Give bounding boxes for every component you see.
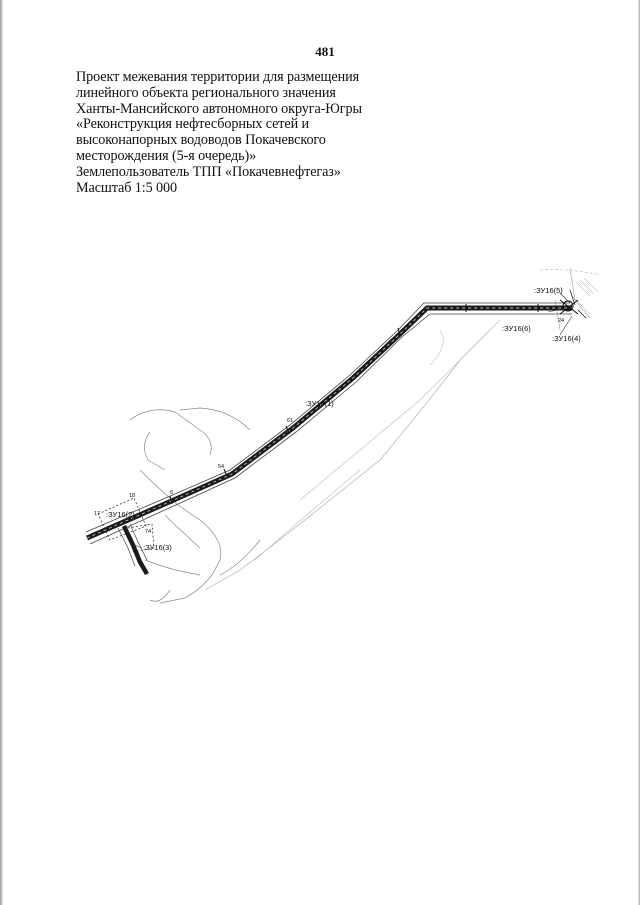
title-line: Землепользователь ТПП «Покачевнефтегаз» (76, 163, 341, 180)
parcel-label-zu5: :ЗУ16(5) (534, 286, 563, 295)
title-line: «Реконструкция нефтесборных сетей и (76, 116, 310, 133)
point-label-54: 54 (218, 464, 225, 470)
pipeline-corridor (87, 308, 572, 538)
point-label-18: 18 (129, 493, 136, 499)
hatch-area (572, 278, 598, 314)
background-contours (130, 268, 600, 603)
title-line: линейного объекта регионального значения (76, 84, 336, 101)
parcel-label-zu6: :ЗУ16(6) (502, 324, 531, 333)
parcel-label-zu3: :ЗУ16(3) (143, 543, 172, 552)
corridor-ticks (170, 304, 538, 504)
page-number: 481 (315, 44, 335, 59)
parcel-label-zu1: :ЗУ16(1) (305, 399, 334, 408)
point-label-61: 61 (287, 418, 294, 424)
scale-line: Масштаб 1:5 000 (76, 179, 178, 196)
parcel-label-zu2: :ЗУ16(2) (106, 510, 135, 519)
title-line: высоконапорных водоводов Покачевского (76, 132, 326, 149)
point-label-74: 74 (145, 529, 152, 535)
point-label-24: 24 (558, 318, 565, 324)
title-line: месторождения (5-я очередь)» (76, 147, 257, 164)
point-label-17: 17 (94, 511, 101, 517)
title-line: Проект межевания территории для размещения (76, 69, 359, 85)
title-line: Ханты-Мансийского автономного округа-Югры (76, 100, 362, 117)
parcel-label-zu4: :ЗУ16(4) (552, 334, 581, 343)
point-label-6: 6 (170, 490, 174, 496)
